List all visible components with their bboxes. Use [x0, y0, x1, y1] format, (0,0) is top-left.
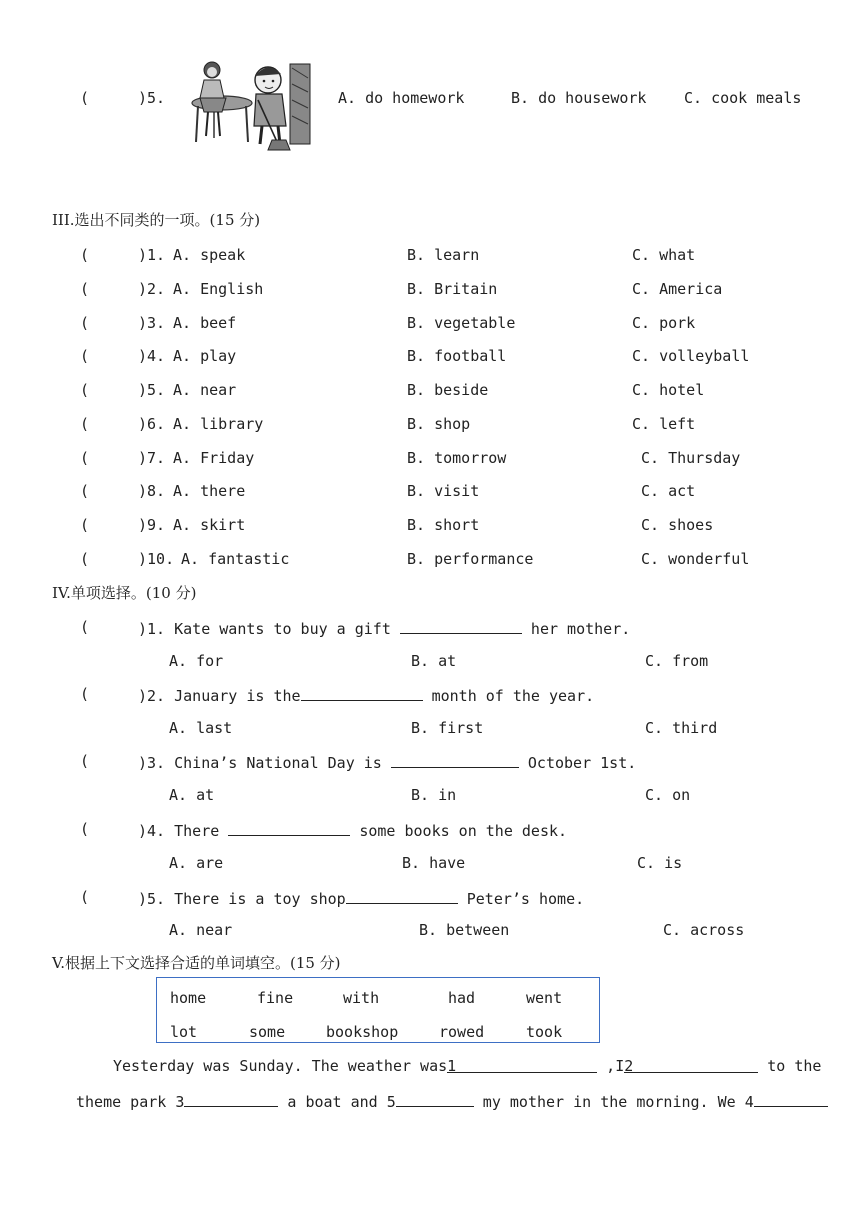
paren-open: ( [80, 246, 90, 264]
passage-line-1 [113, 1056, 821, 1076]
question-pre: There [174, 822, 229, 840]
blank-3[interactable] [184, 1090, 278, 1107]
option-a: A. English [173, 280, 264, 298]
passage-line-2 [76, 1090, 828, 1112]
item-number: )5. [138, 381, 166, 399]
q5-option-b: B. do housework [511, 89, 647, 107]
question-pre: Kate wants to buy a gift [174, 620, 400, 638]
option-b: B. beside [407, 381, 489, 399]
item-number: )10. [138, 550, 175, 568]
paren-open: ( [80, 820, 90, 838]
option-b: B. learn [407, 246, 480, 264]
q5-option-c: C. cook meals [684, 89, 802, 107]
paren-open: ( [80, 888, 90, 906]
answer-blank[interactable] [301, 684, 423, 701]
option-c: C. third [645, 719, 718, 737]
option-a: A. at [169, 786, 215, 804]
option-c: C. America [632, 280, 723, 298]
passage-text: my mother in the morning. We 4 [473, 1093, 754, 1111]
option-a: A. near [173, 381, 237, 399]
answer-blank[interactable] [391, 751, 519, 768]
item-number: )1. [138, 246, 166, 264]
option-c: C. volleyball [632, 347, 750, 365]
paren-open: ( [80, 347, 90, 365]
blank-number: 2 [624, 1057, 634, 1075]
option-c: C. on [645, 786, 691, 804]
answer-blank[interactable] [400, 617, 522, 634]
option-b: B. in [411, 786, 457, 804]
paren-open: ( [80, 685, 90, 703]
option-b: B. between [419, 921, 510, 939]
option-c: C. left [632, 415, 696, 433]
item-number: )3. [138, 314, 166, 332]
option-a: A. for [169, 652, 224, 670]
passage-text: to the [758, 1057, 822, 1075]
blank-4[interactable] [754, 1090, 828, 1107]
question-post: Peter’s home. [457, 890, 585, 908]
q5-number: )5. [138, 89, 166, 107]
option-b: B. vegetable [407, 314, 516, 332]
word-bank-item: lot [170, 1023, 198, 1041]
option-c: C. from [645, 652, 709, 670]
section3-title: III.选出不同类的一项。(15 分) [52, 211, 261, 229]
question-post: her mother. [521, 620, 631, 638]
section5-title: V.根据上下文选择合适的单词填空。(15 分) [52, 954, 341, 972]
option-a: A. skirt [173, 516, 246, 534]
paren-open: ( [80, 752, 90, 770]
item-number: )9. [138, 516, 166, 534]
question-post: October 1st. [518, 754, 637, 772]
question-line [138, 751, 636, 773]
blank-number: 1 [447, 1057, 457, 1075]
word-bank-item: home [170, 989, 207, 1007]
option-b: B. have [402, 854, 466, 872]
word-bank-item: rowed [439, 1023, 485, 1041]
question-line [138, 819, 567, 841]
item-number: )2. [138, 280, 166, 298]
question-pre: China’s National Day is [174, 754, 391, 772]
option-c: C. act [641, 482, 696, 500]
option-b: B. performance [407, 550, 534, 568]
option-c: C. Thursday [641, 449, 741, 467]
option-a: A. fantastic [181, 550, 290, 568]
paren-open: ( [80, 482, 90, 500]
q5-option-a: A. do homework [338, 89, 465, 107]
option-c: C. wonderful [641, 550, 750, 568]
paren-open: ( [80, 381, 90, 399]
passage-text: Yesterday was Sunday. The weather was [113, 1057, 448, 1075]
word-bank-item: bookshop [326, 1023, 399, 1041]
answer-blank[interactable] [346, 887, 458, 904]
option-c: C. hotel [632, 381, 705, 399]
option-a: A. speak [173, 246, 246, 264]
item-number: )3. [138, 754, 166, 772]
word-bank-item: took [526, 1023, 563, 1041]
question-post: month of the year. [422, 687, 595, 705]
passage-text: a boat and 5 [278, 1093, 396, 1111]
paren-open: ( [80, 415, 90, 433]
option-c: C. pork [632, 314, 696, 332]
option-a: A. library [173, 415, 264, 433]
word-bank-item: went [526, 989, 563, 1007]
option-b: B. football [407, 347, 507, 365]
word-bank-item: with [343, 989, 380, 1007]
word-bank-item: fine [257, 989, 294, 1007]
paren-open: ( [80, 516, 90, 534]
question-pre: January is the [174, 687, 301, 705]
housework-picture [186, 58, 312, 152]
item-number: )5. [138, 890, 166, 908]
option-b: B. Britain [407, 280, 498, 298]
item-number: )2. [138, 687, 166, 705]
paren-open: ( [80, 618, 90, 636]
option-a: A. play [173, 347, 237, 365]
answer-blank[interactable] [228, 819, 350, 836]
item-number: )1. [138, 620, 166, 638]
item-number: )4. [138, 347, 166, 365]
option-b: B. shop [407, 415, 471, 433]
option-b: B. tomorrow [407, 449, 507, 467]
paren-open: ( [80, 280, 90, 298]
option-a: A. beef [173, 314, 237, 332]
blank-2[interactable] [624, 1056, 758, 1073]
blank-5[interactable] [396, 1090, 474, 1107]
paren-open: ( [80, 449, 90, 467]
item-number: )4. [138, 822, 166, 840]
option-a: A. near [169, 921, 233, 939]
question-post: some books on the desk. [350, 822, 568, 840]
paren-open: ( [80, 314, 90, 332]
item-number: )7. [138, 449, 166, 467]
q5-paren-open: ( [80, 89, 90, 107]
option-b: B. visit [407, 482, 480, 500]
option-c: C. is [637, 854, 683, 872]
word-bank-item: had [448, 989, 476, 1007]
question-pre: There is a toy shop [174, 890, 346, 908]
option-b: B. first [411, 719, 484, 737]
option-c: C. across [663, 921, 745, 939]
item-number: )8. [138, 482, 166, 500]
question-line [138, 617, 630, 639]
passage-text: ,I [597, 1057, 625, 1075]
paren-open: ( [80, 550, 90, 568]
option-a: A. are [169, 854, 224, 872]
option-c: C. shoes [641, 516, 714, 534]
option-b: B. at [411, 652, 457, 670]
option-a: A. last [169, 719, 233, 737]
option-c: C. what [632, 246, 696, 264]
option-a: A. there [173, 482, 246, 500]
option-a: A. Friday [173, 449, 255, 467]
option-b: B. short [407, 516, 480, 534]
passage-text: theme park 3 [76, 1093, 185, 1111]
word-bank-item: some [249, 1023, 286, 1041]
item-number: )6. [138, 415, 166, 433]
blank-1[interactable] [447, 1056, 597, 1073]
question-line [138, 887, 584, 909]
section4-title: IV.单项选择。(10 分) [52, 584, 197, 602]
question-line [138, 684, 594, 706]
